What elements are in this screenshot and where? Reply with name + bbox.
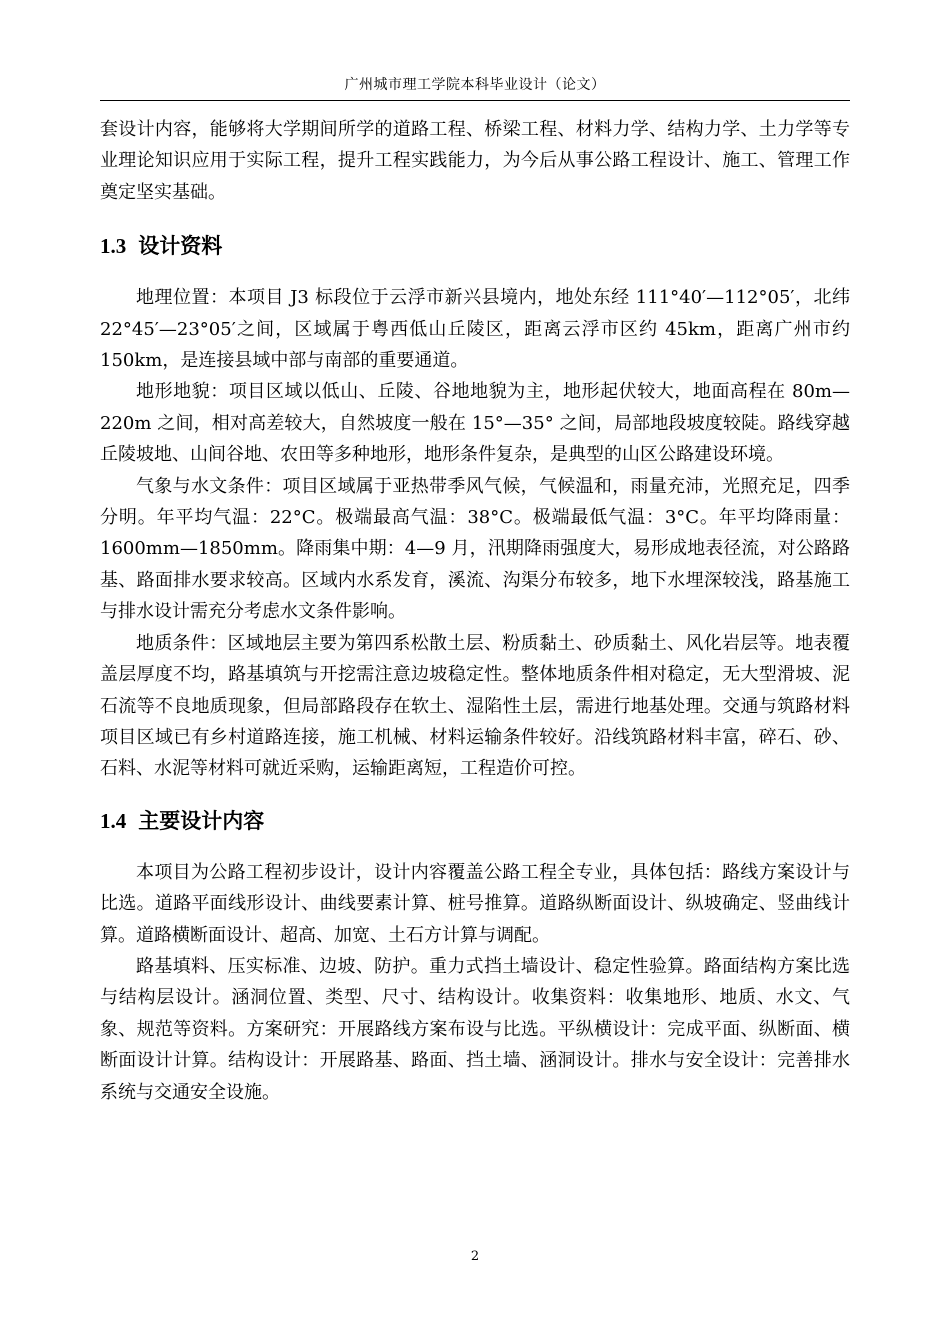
- paragraph-geology: 地质条件：区域地层主要为第四系松散土层、粉质黏土、砂质黏土、风化岩层等。地表覆盖层厚度不均，路基填筑与开挖需注意边坡稳定性。整体地质条件相对稳定，无大型滑坡、泥石流等不良地质现象，但局部路段存在软土、湿陷性土层，需进行地基处理。交通与筑路材料项目区域已有乡村道路连接，施工机械、材料运输条件较好。沿线筑路材料丰富，碎石、砂、石料、水泥等材料可就近采购，运输距离短，工程造价可控。: [100, 632, 850, 780]
- page-number: 2: [470, 1249, 480, 1264]
- section-number: 1.3: [100, 234, 127, 259]
- section-heading-1-3: [100, 231, 850, 261]
- paragraph-location: 地理位置：本项目 J3 标段位于云浮市新兴县境内，地处东经 111°40′—112°05′，北纬 22°45′—23°05′之间，区域属于粤西低山丘陵区，距离云浮市区约 45km，距离广州市约 150km，是连接县域中部与南部的重要通道。: [100, 287, 850, 372]
- running-header: 广州城市理工学院本科毕业设计（论文）: [344, 77, 606, 93]
- section-title: 设计资料: [138, 234, 223, 259]
- paragraph-design-items: 路基填料、压实标准、边坡、防护。重力式挡土墙设计、稳定性验算。路面结构方案比选与结构层设计。涵洞位置、类型、尺寸、结构设计。收集资料：收集地形、地质、水文、气象、规范等资料。方案研究：开展路线方案布设与比选。平纵横设计：完成平面、纵断面、横断面设计计算。结构设计：开展路基、路面、挡土墙、涵洞设计。排水与安全设计：完善排水系统与交通安全设施。: [100, 955, 850, 1103]
- paragraph-climate: 气象与水文条件：项目区域属于亚热带季风气候，气候温和，雨量充沛，光照充足，四季分明。年平均气温：22°C。极端最高气温：38°C。极端最低气温：3°C。年平均降雨量：1600mm—1850mm。降雨集中期：4—9 月，汛期降雨强度大，易形成地表径流，对公路路基、路面排水要求较高。区域内水系发育，溪流、沟渠分布较多，地下水埋深较浅，路基施工与排水设计需充分考虑水文条件影响。: [100, 475, 850, 623]
- paragraph-terrain: 地形地貌：项目区域以低山、丘陵、谷地地貌为主，地形起伏较大，地面高程在 80m—220m 之间，相对高差较大，自然坡度一般在 15°—35° 之间，局部地段坡度较陡。路线穿越丘陵坡地、山间谷地、农田等多种地形，地形条件复杂，是典型的山区公路建设环境。: [100, 381, 850, 466]
- section-title: 主要设计内容: [138, 808, 265, 833]
- section-heading-1-4: [100, 806, 850, 836]
- paragraph-design-scope: 本项目为公路工程初步设计，设计内容覆盖公路工程全专业，具体包括：路线方案设计与比选。道路平面线形设计、曲线要素计算、桩号推算。道路纵断面设计、纵坡确定、竖曲线计算。道路横断面设计、超高、加宽、土石方计算与调配。: [100, 861, 850, 946]
- section-number: 1.4: [100, 808, 127, 833]
- paragraph-continued: 套设计内容，能够将大学期间所学的道路工程、桥梁工程、材料力学、结构力学、土力学等专业理论知识应用于实际工程，提升工程实践能力，为今后从事公路工程设计、施工、管理工作奠定坚实基础。: [100, 119, 850, 203]
- header-rule: [100, 100, 850, 101]
- page-body: [100, 114, 850, 1108]
